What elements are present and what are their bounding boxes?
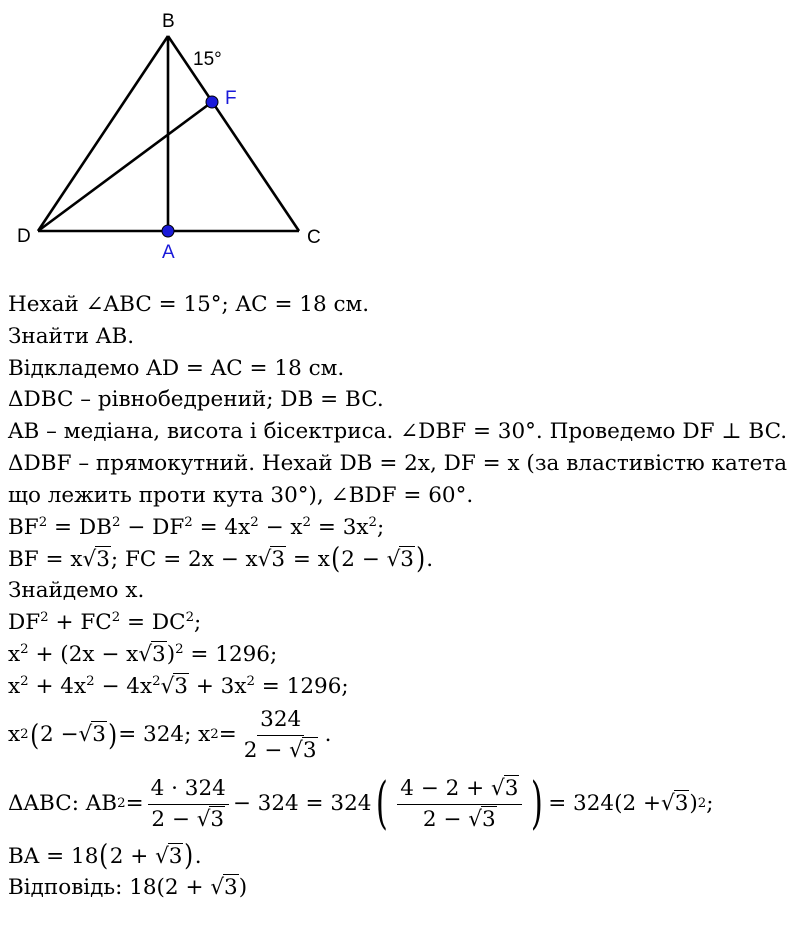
point-A — [162, 225, 174, 237]
line-ab-squared: ΔABC: AB 2 = $\frac{4 \cdot 324}{2 - √3}$ − 324 = 324 ( $\frac{4 - 2 + √3}{2 - √3}$ ) = 324(2 + √3 ) 2 ; — [8, 771, 714, 837]
line-equation-2: $x^2 + 4x^2 - 4x^2√3 + 3x^2 = 1296$; — [8, 673, 349, 699]
fraction-inner: $\frac{4 - 2 + √3}{2 - √3}$ — [397, 775, 522, 834]
point-F — [206, 96, 218, 108]
line-property: що лежить проти кута 30°), ∠BDF = 60°. — [8, 482, 474, 508]
line-median: AB – медіана, висота і бісектриса. ∠DBF = 30°. Проведемо DF ⊥ BC. — [8, 419, 788, 445]
line-equation-1: $x^2 + (2x - x√3)^2 = 1296$; — [8, 641, 278, 667]
line-x-squared: x 2 ( 2 − √3 ) = 324; x 2 = $\frac{324}{2 - √3}$ . — [8, 706, 332, 763]
solution-text — [8, 290, 788, 905]
segment-DF — [38, 102, 212, 231]
line-bf-fc: BF = x√3; FC = 2x − x√3 = x(2 − √3). — [8, 541, 434, 576]
line-answer: Відповідь: 18(2 + √3) — [8, 875, 248, 901]
line-given: Нехай ∠ABC = 15°; AC = 18 см. — [8, 292, 370, 317]
line-find-x: Знайдемо x. — [8, 578, 145, 604]
line-isosceles: ΔDBC – рівнобедрений; DB = BC. — [8, 387, 384, 413]
line-ba-result: BA = 18(2 + √3). — [8, 838, 202, 873]
label-B: B — [162, 11, 175, 32]
line-find: Знайти AB. — [8, 323, 135, 349]
line-right-triangle: ΔDBF – прямокутний. Нехай DB = 2x, DF = x (за властивістю катета — [8, 450, 788, 476]
label-F: F — [225, 88, 237, 109]
segment-BC — [168, 36, 299, 231]
label-angle-15: 15° — [193, 49, 222, 70]
line-construct: Відкладемо AD = AC = 18 см. — [8, 355, 345, 381]
fraction-x-squared: $\frac{324}{2 - √3}$ — [243, 706, 317, 763]
fraction-4-324: $\frac{4 \cdot 324}{2 - √3}$ — [148, 775, 229, 834]
line-pythagoras: $DF^2 + FC^2 = DC^2$; — [8, 609, 202, 635]
label-D: D — [17, 226, 31, 247]
line-bf-squared: $BF^2 = DB^2 - DF^2 = 4x^2 - x^2 = 3x^2$; — [8, 514, 385, 540]
label-A: A — [162, 242, 175, 263]
label-C: C — [307, 227, 321, 248]
triangle-figure — [0, 0, 360, 270]
segment-DB — [38, 36, 168, 231]
